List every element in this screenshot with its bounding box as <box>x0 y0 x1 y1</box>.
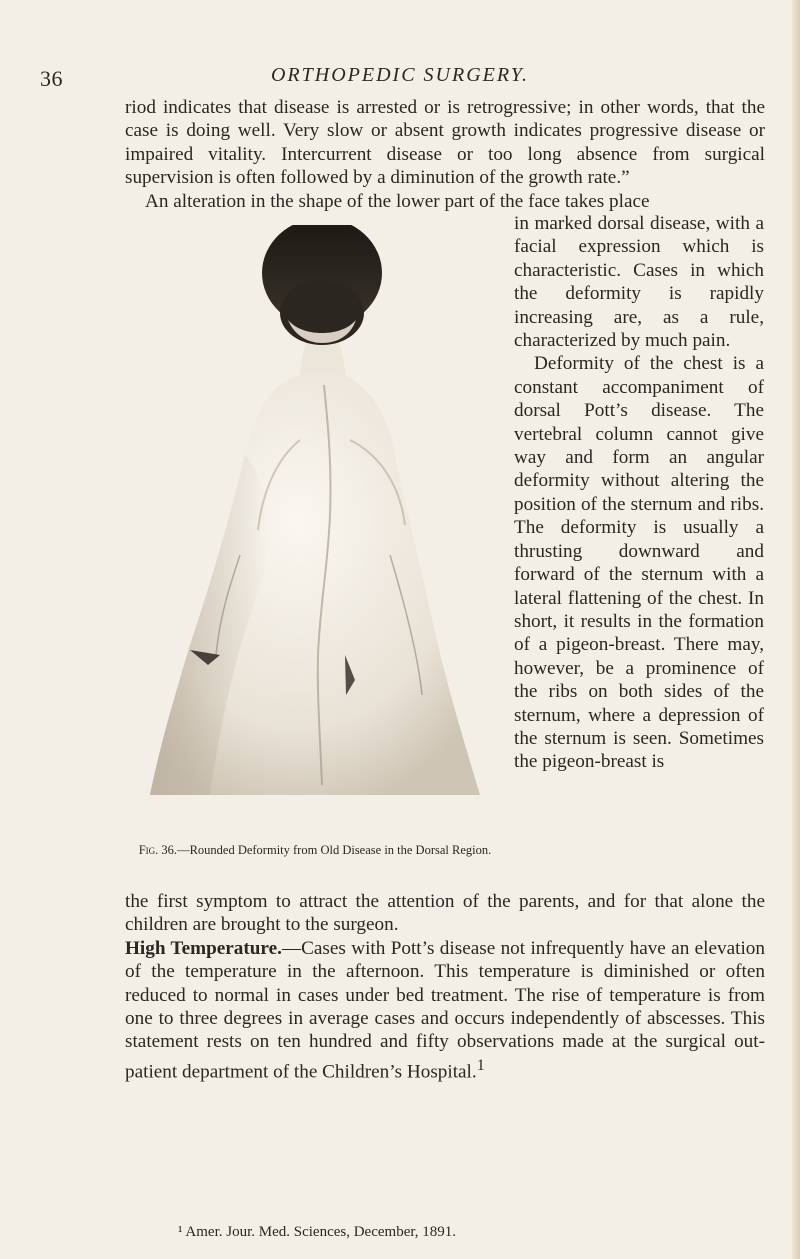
figure-caption-text: —Rounded Deformity from Old Disease in the Dorsal Region. <box>177 843 492 857</box>
figure-caption <box>120 843 510 858</box>
patient-back-photo <box>150 225 500 795</box>
footnote-marker: 1 <box>476 1056 485 1074</box>
high-temperature-heading: High Temperature. <box>125 937 282 959</box>
continuation-text: the first symptom to attract the attention of the parents, and for that alone the children are brought to the surgeon. <box>125 891 765 936</box>
page-edge <box>792 0 800 1259</box>
figure-label: Fig. 36. <box>138 843 178 857</box>
paragraph-2-lead: An alteration in the shape of the lower part of the face takes place <box>145 191 650 212</box>
paragraph-1: riod indicates that disease is arrested or is retrogressive; in other words, that the case is doing well. Very slow or absent growth indicates progressive disease or impaired vitality. Intercurrent disease or too long absence from surgical supervision is often followed by a diminution of the growth rate.” <box>125 97 765 189</box>
figure-photograph <box>150 225 500 795</box>
page-number: 36 <box>40 66 63 91</box>
column-text-2: Deformity of the chest is a constant accompaniment of dorsal Pott’s disease. The vertebral column cannot give way and form an angular deformity without altering the position of the sternum and ribs. The deformity is usually a thrusting downward and forward of the sternum with a lateral flattening of the chest. In short, it results in the formation of a pigeon-breast. There may, however, be a prominence of the ribs on both sides of the sternum, where a depression of the sternum is seen. Sometimes the pigeon-breast is <box>514 353 764 773</box>
column-text-1: in marked dorsal disease, with a facial expression which is characteristic. Cases in which the deformity is rapidly increasing are, as a rule, characterized by much pain. <box>514 213 764 352</box>
running-head: ORTHOPEDIC SURGERY. <box>270 64 529 86</box>
high-temperature-text: —Cases with Pott’s disease not infrequently have an elevation of the temperature in the afternoon. This temperature is diminished or often reduced to normal in cases under bed treatment. The rise of temperature is from one to three degrees in average cases and occurs independently of abscesses. This statement rests on ten hundred and fifty observations made at the surgical out-patient department of the Children’s Hospital. <box>125 937 765 1083</box>
right-column-text <box>514 212 764 774</box>
bottom-text <box>125 890 765 1084</box>
footnote: ¹ Amer. Jour. Med. Sciences, December, 1891. <box>178 1224 456 1240</box>
